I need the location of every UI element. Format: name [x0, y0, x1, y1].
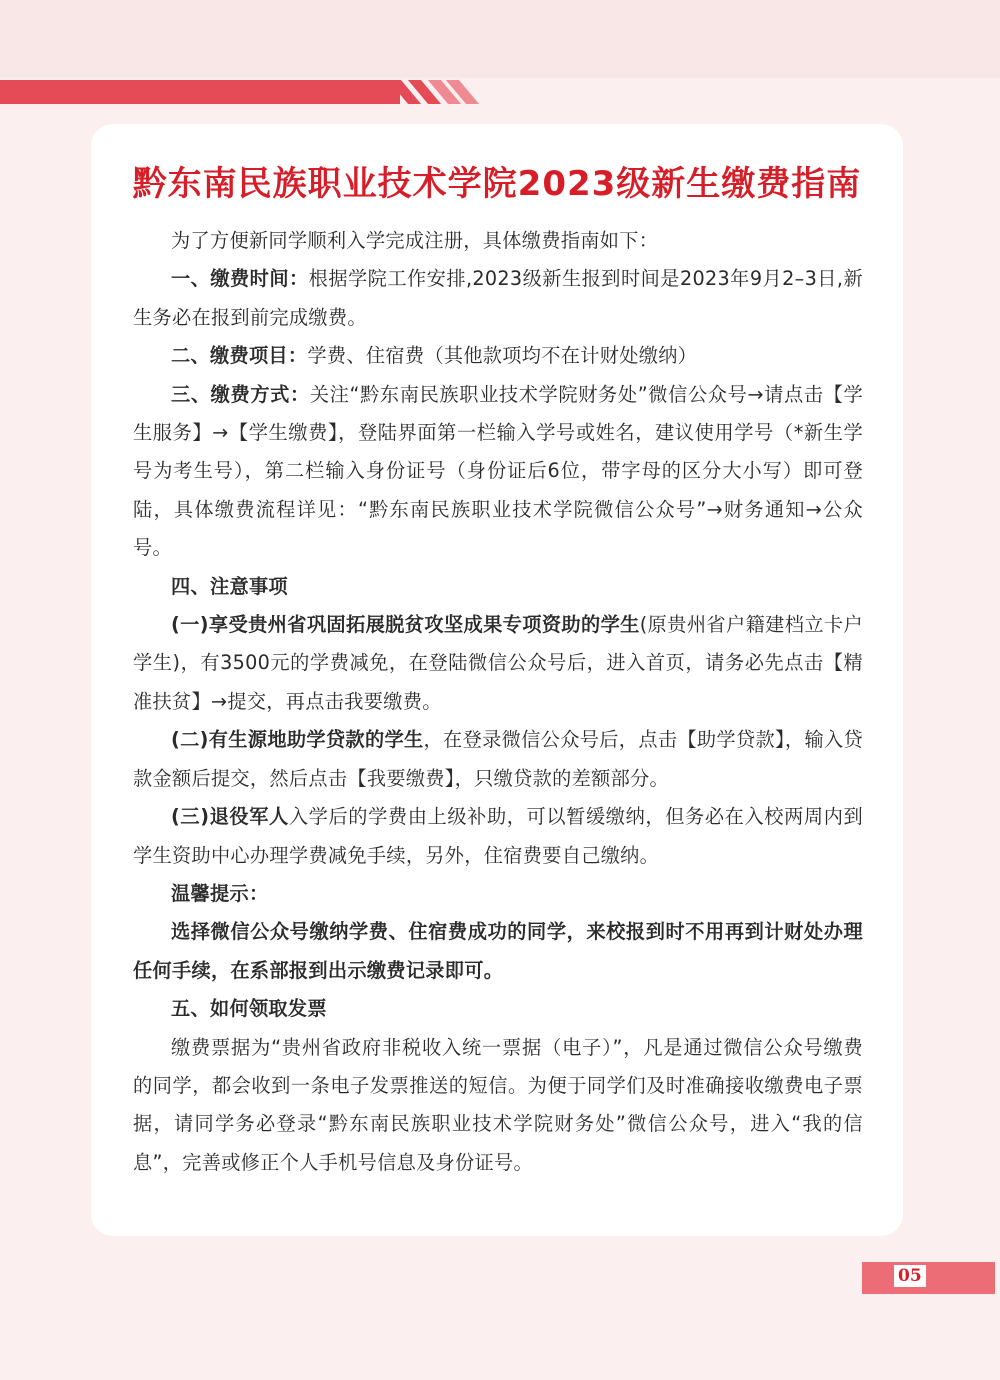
tip-text [133, 913, 863, 990]
note-item-3 [133, 798, 863, 875]
page-number-bar [862, 1262, 995, 1294]
section-text: 学费、住宿费（其他款项均不在计财处缴纳） [307, 344, 698, 368]
note-item-1 [133, 606, 863, 721]
note-text: 入学后的学费由上级补助，可以暂缓缴纳，但务必在入校两周内到学生资助中心办理学费减免手续，另外，住宿费要自己缴纳。 [133, 805, 864, 867]
section-heading: 四、注意事项 [171, 574, 288, 598]
section-heading: 三、缴费方式： [171, 382, 310, 406]
section-heading: 二、缴费项目： [171, 344, 308, 368]
section-heading: 温馨提示： [171, 881, 269, 905]
header-ribbon [0, 80, 400, 104]
section-heading: 一、缴费时间： [171, 267, 309, 291]
page-number: 05 [894, 1265, 926, 1287]
intro-paragraph: 为了方便新同学顺利入学完成注册，具体缴费指南如下： [171, 229, 659, 252]
section-invoice-heading [133, 990, 863, 1028]
tip-heading [133, 875, 863, 913]
note-bold: (三)退役军人 [171, 805, 289, 829]
note-bold: (二)有生源地助学贷款的学生 [171, 728, 424, 752]
note-item-2 [133, 721, 863, 798]
note-text: ，在登录微信公众号后，点击【助学贷款】，输入贷款金额后提交，然后点击【我要缴费】，只缴贷款的差额部分。 [133, 728, 863, 790]
section-payment-method [133, 376, 863, 568]
document-body [133, 222, 863, 1182]
tip-bold-text: 选择微信公众号缴纳学费、住宿费成功的同学，来校报到时不用再到计财处办理任何手续，在系部报到出示缴费记录即可。 [133, 920, 863, 982]
note-bold: (一)享受贵州省巩固拓展脱贫攻坚成果专项资助的学生 [171, 613, 640, 637]
section-text: 关注“黔东南民族职业技术学院财务处”微信公众号→请点击【学生服务】→【学生缴费】，登陆界面第一栏输入学号或姓名，建议使用学号（*新生学号为考生号），第二栏输入身份证号（身份证后6位，带字母的区分大小写）即可登陆，具体缴费流程详见：“黔东南民族职业技术学院微信公众号”→财务通知→公众号。 [133, 382, 863, 560]
section-invoice-text: 缴费票据为“贵州省政府非税收入统一票据（电子）”，凡是通过微信公众号缴费的同学，都会收到一条电子发票推送的短信。为便于同学们及时准确接收缴费电子票据，请同学务必登录“黔东南民族职业技术学院财务处”微信公众号，进入“我的信息”，完善或修正个人手机号信息及身份证号。 [133, 1035, 863, 1174]
section-payment-time [133, 260, 863, 337]
section-text: 根据学院工作安排,2023级新生报到时间是2023年9月2–3日,新生务必在报到前完成缴费。 [133, 267, 863, 329]
note-text: (原贵州省户籍建档立卡户学生)，有3500元的学费减免，在登陆微信公众号后，进入首页，请务必先点击【精准扶贫】→提交，再点击我要缴费。 [133, 613, 863, 713]
section-heading: 五、如何领取发票 [171, 997, 327, 1021]
top-band [0, 0, 1000, 78]
section-notes-heading [133, 568, 863, 606]
section-payment-items [133, 337, 863, 375]
document-title: 黔东南民族职业技术学院2023级新生缴费指南 [132, 164, 862, 204]
